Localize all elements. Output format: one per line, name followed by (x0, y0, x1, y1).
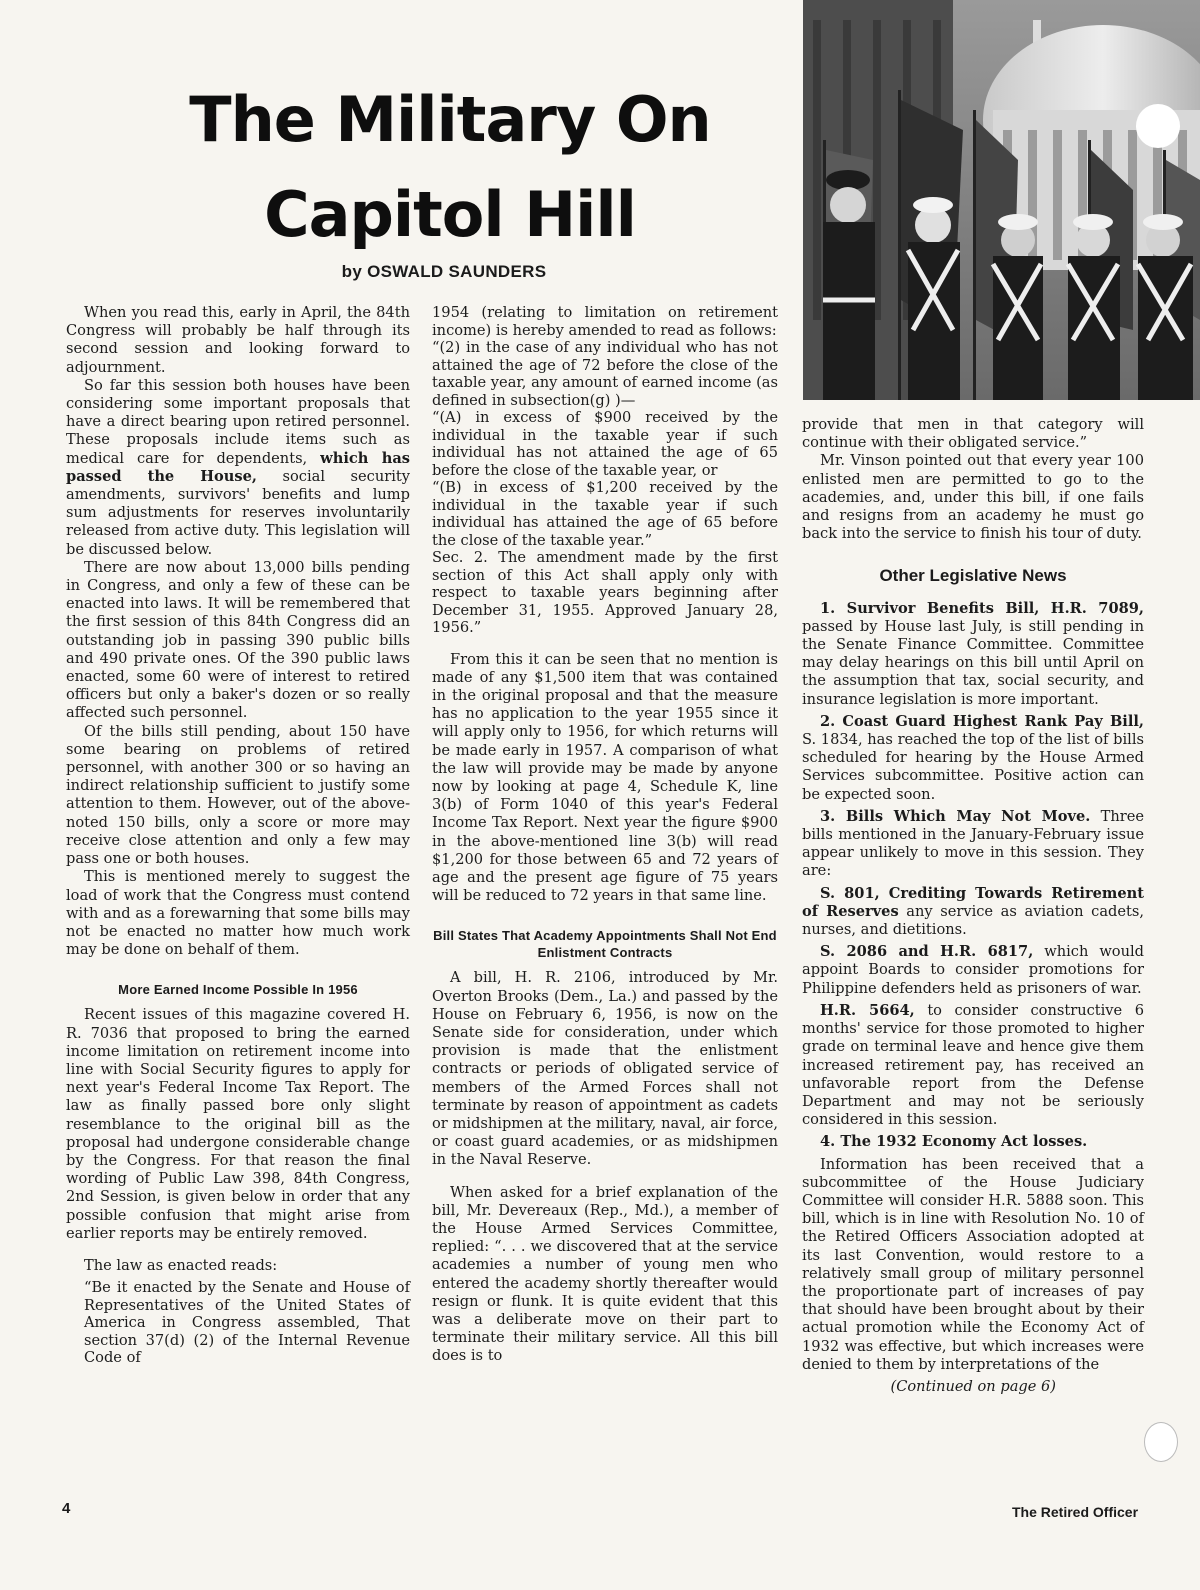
law-quote: “(B) in excess of $1,200 received by the individual in the taxable year if such individual has attained the age of 65 before the close of the taxable year.” (432, 479, 778, 549)
item-lead: S. 801, Crediting Towards Retirement of Reserves (802, 884, 1144, 920)
paragraph: From this it can be seen that no mention is made of any $1,500 item that was contained in the original proposal and that the measure has no application to the year 1955 since it will apply only to 1956, for which returns will be made early in 1957. A comparison of what the law will provide may be made by anyone now by looking at page 4, Schedule K, line 3(b) of Form 1040 of this year's Federal Income Tax Report. Next year the figure $900 in the above-mentioned line 3(b) will read $1,200 for those between 65 and 72 years of age and the present age figure of 75 years will be reduced to 72 years in that same line. (432, 650, 778, 905)
news-item (802, 808, 1144, 881)
news-item (802, 1133, 1144, 1151)
section-heading-academy: Bill States That Academy Appointments Shall Not End Enlistment Contracts (433, 928, 777, 961)
item-text: which would appoint Boards to consider promotions for Philippine defenders held as prisoners of war. (802, 943, 1145, 997)
paragraph: There are now about 13,000 bills pending in Congress, and only a few of these can be enacted into laws. It will be remembered that the first session of this 84th Congress did an outstanding job in passing 390 public bills and 490 private ones. Of the 390 public laws enacted, some 60 were of interest to retired officers but only a baker's dozen or so really affected such personnel. (66, 558, 410, 722)
paragraph: Of the bills still pending, about 150 have some bearing on problems of retired personnel, with another 300 or so having an indirect relationship sufficient to justify some attention to them. However, out of the above-noted 150 bills, only a score or more may receive close attention and only a few may pass one or both houses. (66, 722, 410, 868)
item-lead: 4. The 1932 Economy Act losses. (820, 1133, 1088, 1151)
section-heading-other-news: Other Legislative News (879, 566, 1067, 586)
item-text: passed by House last July, is still pending in the Senate Finance Committee. Committee may delay hearings on this bill until April on the assumption that tax, social security, and insurance legislation is more important. (802, 617, 1144, 708)
item-lead: 3. Bills Which May Not Move. (820, 807, 1091, 825)
paragraph: When asked for a brief explanation of the bill, Mr. Devereaux (Rep., Md.), a member of the House Armed Services Committee, replied: “. . . we discovered that at the service academies a number of young men who entered the academy shortly thereafter would resign or flunk. It is quite evident that this was a deliberate move on their part to terminate their military service. All this bill does is to (432, 1183, 778, 1365)
item-text: Three bills mentioned in the January-February issue appear unlikely to move in this session. They are: (802, 807, 1144, 880)
text-run: So far this session both houses have been considering some important proposals that have a direct bearing upon retired personnel. These proposals include items such as medical care for dependents, (66, 376, 410, 467)
item-lead: 2. Coast Guard Highest Rank Pay Bill, (820, 712, 1144, 730)
binder-hole-top (1136, 104, 1180, 148)
item-lead: 1. Survivor Benefits Bill, H.R. 7089, (820, 599, 1144, 617)
paragraph: When you read this, early in April, the 84th Congress will probably be half through its second session and looking forward to adjournment. (66, 304, 410, 376)
item-text: to consider constructive 6 months' service for those promoted to higher grade on terminal leave and hence give them increased retirement pay, has received an unfavorable report from the Defense Department and may not be seriously considered in this session. (802, 1001, 1145, 1129)
title-line-1: The Military On (189, 83, 711, 156)
paragraph: provide that men in that category will continue with their obligated service.” (802, 416, 1144, 452)
byline: by OSWALD SAUNDERS (341, 262, 547, 281)
news-item (802, 1002, 1144, 1129)
law-quote: “(2) in the case of any individual who has not attained the age of 72 before the close of the taxable year, any amount of earned income (as defined in subsection(g) )— (432, 339, 778, 409)
paragraph: Information has been received that a subcommittee of the House Judiciary Committee will consider H.R. 5888 soon. This bill, which is in line with Resolution No. 10 of the Retired Officers Association adopted at its last Convention, would restore to a relatively small group of military personnel the proportionate part of increases of pay that should have been brought about by their actual promotion while the Economy Act of 1932 was effective, but which increases were denied to them by interpretations of the (802, 1155, 1144, 1373)
title-line-2: Capitol Hill (264, 178, 636, 251)
item-text: S. 1834, has reached the top of the list of bills scheduled for hearing by the House Armed Services subcommittee. Positive action can be expected soon. (802, 731, 1144, 803)
news-item (802, 713, 1144, 804)
paragraph: A bill, H. R. 2106, introduced by Mr. Overton Brooks (Dem., La.) and passed by the House on February 6, 1956, is now on the Senate side for consideration, under which provision is made that the enlistment contracts or periods of obligated service of members of the Armed Forces shall not terminate by reason of appointment as cadets or midshipmen at the military, naval, air force, or coast guard academies, or as midshipmen in the Naval Reserve. (432, 969, 778, 1169)
item-lead: H.R. 5664, (820, 1001, 915, 1019)
paragraph: The law as enacted reads: (84, 1256, 278, 1274)
section-heading-earned-income: More Earned Income Possible In 1956 (118, 982, 358, 998)
law-quote: “Be it enacted by the Senate and House of Representatives of the United States of America in Congress assembled, That section 37(d) (2) of the Internal Revenue Code of (84, 1279, 410, 1367)
news-item (802, 943, 1144, 998)
article-title (100, 72, 800, 262)
law-quote: Sec. 2. The amendment made by the first section of this Act shall apply only with respect to taxable years beginning after December 31, 1955. Approved January 28, 1956.” (432, 549, 778, 636)
item-lead: S. 2086 and H.R. 6817, (820, 943, 1034, 961)
item-text: any service as aviation cadets, nurses, and dietitions. (802, 902, 1144, 939)
law-quote: “(A) in excess of $900 received by the individual in the taxable year if such individual has not attained the age of 65 before the close of the taxable year, or (432, 409, 778, 479)
text-run: social security amendments, survivors' benefits and lump sum adjustments for reserves involuntarily released from active duty. This legislation will be discussed below. (66, 467, 410, 558)
capitol-honor-guard-photo (803, 0, 1200, 400)
paragraph: Mr. Vinson pointed out that every year 100 enlisted men are permitted to go to the academies, and, under this bill, if one fails and resigns from an academy he must go back into the service to finish his tour of duty. (802, 452, 1144, 543)
law-quote: 1954 (relating to limitation on retirement income) is hereby amended to read as follows: (432, 304, 778, 339)
news-item (802, 600, 1144, 709)
column-3 (802, 416, 1144, 1396)
column-1 (66, 304, 410, 1367)
page-number: 4 (62, 1500, 71, 1517)
publication-name: The Retired Officer (1012, 1504, 1139, 1520)
binder-hole-bottom (1144, 1422, 1178, 1462)
paragraph (66, 377, 410, 559)
continued-note: (Continued on page 6) (890, 1377, 1056, 1395)
column-2 (432, 304, 778, 1366)
paragraph: This is mentioned merely to suggest the load of work that the Congress must contend with and as a forewarning that some bills may not be enacted no matter how much work may be done on behalf of them. (66, 868, 410, 959)
bold-text-run: which has passed the House, (66, 449, 411, 485)
paragraph: Recent issues of this magazine covered H. R. 7036 that proposed to bring the earned income limitation on retirement income into line with Social Security figures to apply for next year's Federal Income Tax Report. The law as finally passed bore only slight resemblance to the original bill as the proposal had undergone considerable change by the Congress. For that reason the final wording of Public Law 398, 84th Congress, 2nd Session, is given below in order that any possible confusion that might arise from earlier reports may be entirely removed. (66, 1006, 410, 1242)
news-item (802, 885, 1144, 940)
